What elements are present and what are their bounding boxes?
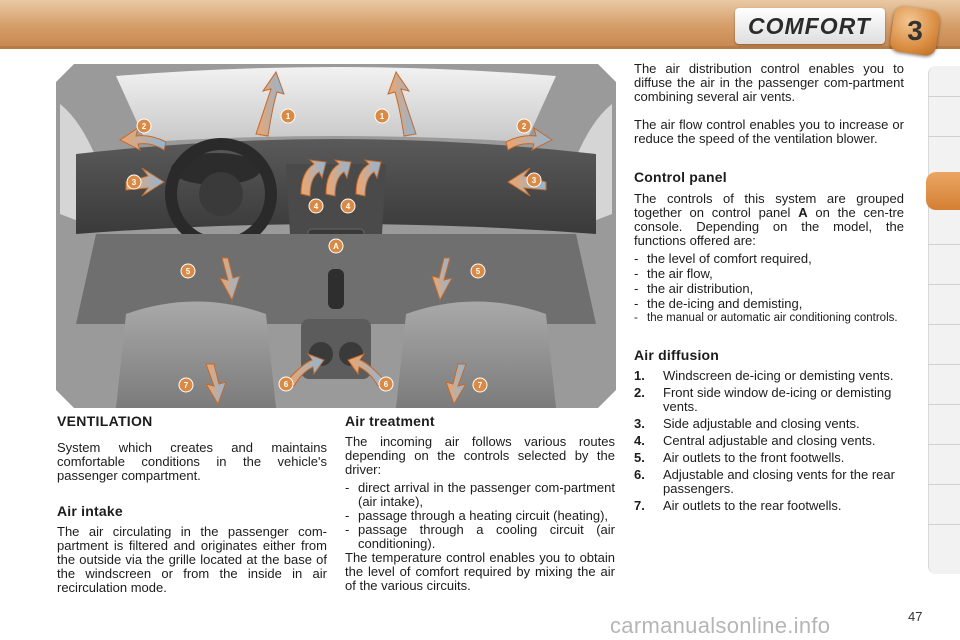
svg-text:A: A bbox=[333, 242, 339, 251]
air-treatment-outro: The temperature control enables you to obtain the level of comfort required by mixing the air of the various circuits. bbox=[345, 550, 615, 593]
item-number: 5. bbox=[634, 450, 645, 465]
chapter-tab[interactable] bbox=[928, 484, 960, 485]
air-diffusion-item bbox=[634, 369, 904, 383]
air-diffusion-heading: Air diffusion bbox=[634, 347, 720, 363]
control-panel-item: - the air distribution, bbox=[634, 282, 904, 296]
svg-text:3: 3 bbox=[131, 178, 137, 187]
callout-7-right bbox=[473, 378, 487, 392]
middle-column bbox=[345, 414, 615, 593]
watermark: carmanualsonline.info bbox=[610, 613, 831, 638]
svg-text:5: 5 bbox=[185, 267, 191, 276]
item-number: 3. bbox=[634, 416, 645, 431]
air-diffusion-item bbox=[634, 451, 904, 465]
right-column bbox=[634, 62, 904, 516]
passenger-seat bbox=[396, 302, 556, 409]
svg-text:1: 1 bbox=[285, 112, 291, 121]
control-panel-text-before: The controls of this system are grouped together on control panel bbox=[634, 191, 904, 220]
callout-1-left bbox=[281, 109, 295, 123]
control-panel-heading: Control panel bbox=[634, 169, 727, 185]
svg-text:7: 7 bbox=[477, 381, 483, 390]
driver-seat bbox=[116, 302, 276, 409]
callout-4-left bbox=[309, 199, 323, 213]
item-text: Front side window de-icing or demisting vents. bbox=[663, 385, 892, 414]
air-treatment-heading: Air treatment bbox=[345, 413, 435, 429]
chapter-tab[interactable] bbox=[928, 284, 960, 285]
svg-text:7: 7 bbox=[183, 381, 189, 390]
callout-3-left bbox=[127, 175, 141, 189]
control-panel-item: - the manual or automatic air conditioning controls. bbox=[634, 312, 904, 325]
control-panel-letter: A bbox=[798, 205, 808, 220]
chapter-tab[interactable] bbox=[928, 444, 960, 445]
callout-3-right bbox=[527, 173, 541, 187]
control-panel-text bbox=[634, 192, 904, 248]
svg-text:4: 4 bbox=[345, 202, 351, 211]
callout-2-right bbox=[517, 119, 531, 133]
air-intake-heading: Air intake bbox=[57, 503, 123, 519]
chapter-tab-rail bbox=[928, 66, 960, 574]
svg-text:6: 6 bbox=[383, 380, 389, 389]
control-panel-item: - the level of comfort required, bbox=[634, 252, 904, 266]
item-text: Central adjustable and closing vents. bbox=[663, 433, 876, 448]
chapter-tab-active[interactable] bbox=[926, 172, 960, 210]
air-treatment-item: - direct arrival in the passenger com-partment (air intake), bbox=[345, 481, 615, 509]
callout-1-right bbox=[375, 109, 389, 123]
page-title: COMFORT bbox=[748, 13, 871, 39]
chapter-tab[interactable] bbox=[928, 244, 960, 245]
item-text: Windscreen de-icing or demisting vents. bbox=[663, 368, 894, 383]
chapter-badge bbox=[889, 5, 941, 57]
chapter-tab[interactable] bbox=[928, 136, 960, 137]
air-treatment-item: - passage through a heating circuit (heating), bbox=[345, 509, 615, 523]
chapter-tab[interactable] bbox=[928, 364, 960, 365]
control-panel-item: - the air flow, bbox=[634, 267, 904, 281]
item-number: 2. bbox=[634, 385, 645, 400]
callout-7-left bbox=[179, 378, 193, 392]
air-diffusion-list bbox=[634, 369, 904, 513]
item-text: Adjustable and closing vents for the rear passengers. bbox=[663, 467, 895, 496]
svg-text:5: 5 bbox=[475, 267, 481, 276]
air-diffusion-item bbox=[634, 386, 904, 414]
ventilation-heading: VENTILATION bbox=[57, 413, 153, 429]
callout-5-left bbox=[181, 264, 195, 278]
item-number: 4. bbox=[634, 433, 645, 448]
svg-text:3: 3 bbox=[531, 176, 537, 185]
page-number: 47 bbox=[908, 609, 923, 624]
item-text: Side adjustable and closing vents. bbox=[663, 416, 860, 431]
chapter-number: 3 bbox=[907, 15, 923, 46]
callout-4-right bbox=[341, 199, 355, 213]
air-treatment-intro: The incoming air follows various routes depending on the controls selected by the driver: bbox=[345, 434, 615, 477]
item-number: 7. bbox=[634, 498, 645, 513]
car-interior-illustration bbox=[56, 64, 616, 408]
distribution-text: The air distribution control enables you to diffuse the air in the passenger com-partment combining several air vents. bbox=[634, 61, 904, 104]
item-number: 6. bbox=[634, 467, 645, 482]
chapter-tab[interactable] bbox=[928, 524, 960, 525]
air-diffusion-item bbox=[634, 434, 904, 448]
callout-6-left bbox=[279, 377, 293, 391]
item-text: Air outlets to the rear footwells. bbox=[663, 498, 842, 513]
windscreen bbox=[116, 67, 556, 142]
chapter-tab[interactable] bbox=[928, 96, 960, 97]
air-diffusion-item bbox=[634, 499, 904, 513]
left-column bbox=[57, 414, 327, 595]
svg-text:4: 4 bbox=[313, 202, 319, 211]
ventilation-text: System which creates and maintains comfortable conditions in the vehicle's passenger compartment. bbox=[57, 440, 327, 483]
svg-text:6: 6 bbox=[283, 380, 289, 389]
gear-lever bbox=[328, 269, 344, 309]
air-intake-text: The air circulating in the passenger com-partment is filtered and originates either from the outside via the grille located at the base of the windscreen or from the inside in air recirculation mode. bbox=[57, 524, 327, 595]
chapter-tab[interactable] bbox=[928, 404, 960, 405]
control-panel-text-after: on the cen-tre console. Depending on the model, the functions offered are: bbox=[634, 205, 904, 248]
callout-a bbox=[329, 239, 343, 253]
item-text: Air outlets to the front footwells. bbox=[663, 450, 845, 465]
callout-2-left bbox=[137, 119, 151, 133]
svg-text:2: 2 bbox=[521, 122, 527, 131]
air-diffusion-item bbox=[634, 468, 904, 496]
air-treatment-item: - passage through a cooling circuit (air conditioning). bbox=[345, 523, 615, 551]
chapter-tab[interactable] bbox=[928, 324, 960, 325]
air-diffusion-item bbox=[634, 417, 904, 431]
svg-text:2: 2 bbox=[141, 122, 147, 131]
callout-5-right bbox=[471, 264, 485, 278]
control-panel-item: - the de-icing and demisting, bbox=[634, 297, 904, 311]
item-number: 1. bbox=[634, 368, 645, 383]
svg-text:1: 1 bbox=[379, 112, 385, 121]
flow-text: The air flow control enables you to increase or reduce the speed of the ventilation blower. bbox=[634, 117, 904, 146]
callout-6-right bbox=[379, 377, 393, 391]
steering-hub bbox=[199, 172, 243, 216]
